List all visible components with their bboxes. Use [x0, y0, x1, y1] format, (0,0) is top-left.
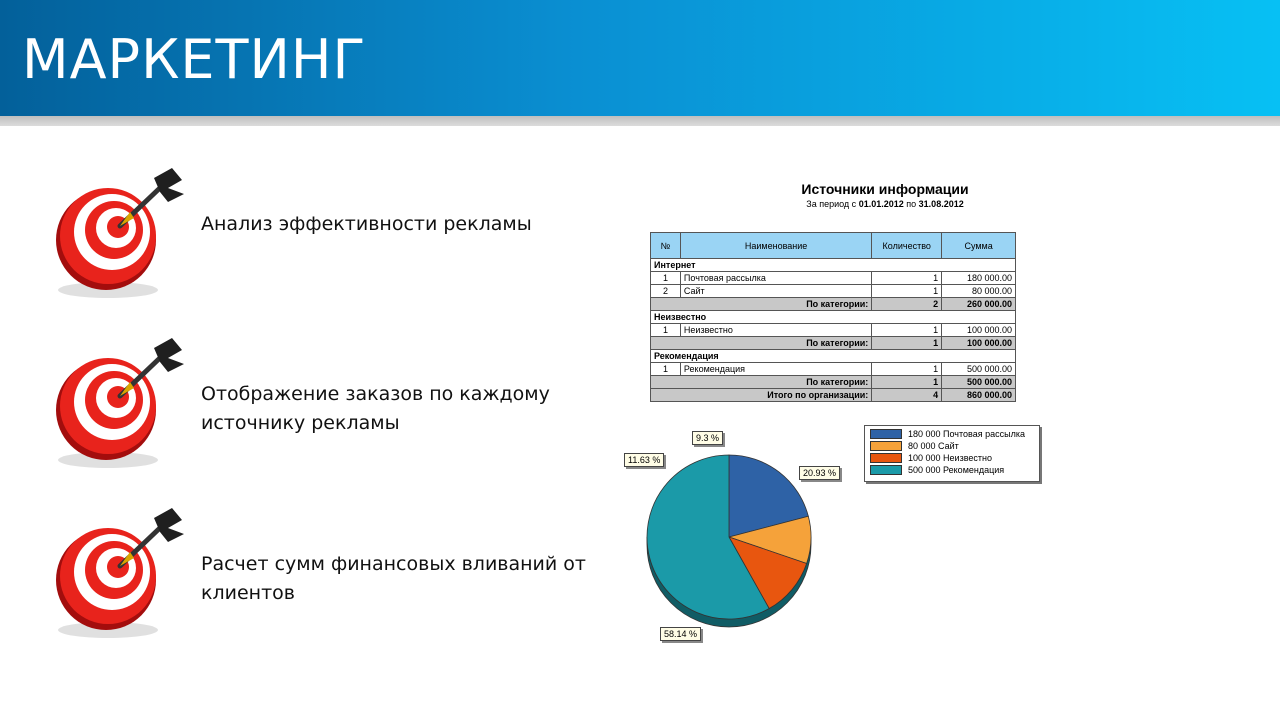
row-qty: 1: [872, 272, 942, 285]
table-row: [651, 272, 1016, 285]
col-header-number: №: [651, 233, 681, 259]
period-to: 31.08.2012: [918, 199, 964, 209]
header-banner: [0, 0, 1280, 116]
header-divider: [0, 116, 1280, 126]
total-row: [651, 389, 1016, 402]
legend-label: 80 000 Сайт: [908, 440, 959, 451]
subtotal-qty: 2: [872, 298, 942, 311]
target-dart-icon: [50, 506, 190, 646]
period-mid: по: [906, 199, 917, 209]
table-row: [651, 324, 1016, 337]
category-row: [651, 259, 1016, 272]
period-prefix: За период с: [806, 199, 857, 209]
subtotal-label: По категории:: [651, 337, 872, 350]
row-number: 2: [651, 285, 681, 298]
col-header-sum: Сумма: [942, 233, 1016, 259]
feature-item: [50, 336, 610, 476]
feature-item: [50, 506, 610, 646]
legend-item: [870, 440, 959, 451]
subtotal-sum: 100 000.00: [942, 337, 1016, 350]
subtotal-sum: 260 000.00: [942, 298, 1016, 311]
feature-item: [50, 166, 610, 306]
subtotal-row: [651, 376, 1016, 389]
category-name: Рекомендация: [651, 350, 1016, 363]
pie-label-site: 9.3 %: [692, 431, 723, 445]
row-name: Почтовая рассылка: [680, 272, 871, 285]
pie-label-unknown: 11.63 %: [624, 453, 664, 467]
row-qty: 1: [872, 285, 942, 298]
report-title: Источники информации: [801, 181, 969, 197]
row-name: Рекомендация: [680, 363, 871, 376]
subtotal-row: [651, 298, 1016, 311]
col-header-name: Наименование: [680, 233, 871, 259]
period-from: 01.01.2012: [858, 199, 904, 209]
row-qty: 1: [872, 324, 942, 337]
feature-text: Анализ эффективности рекламы: [201, 213, 532, 235]
row-sum: 80 000.00: [942, 285, 1016, 298]
report-period: [650, 199, 1120, 209]
row-number: 1: [651, 272, 681, 285]
table-row: [651, 285, 1016, 298]
legend-label: 100 000 Неизвестно: [908, 452, 992, 463]
legend-swatch: [870, 429, 902, 439]
row-number: 1: [651, 324, 681, 337]
subtotal-qty: 1: [872, 337, 942, 350]
legend-item: [870, 452, 992, 463]
legend-item: [870, 428, 1025, 439]
category-name: Интернет: [651, 259, 1016, 272]
row-sum: 500 000.00: [942, 363, 1016, 376]
row-qty: 1: [872, 363, 942, 376]
subtotal-label: По категории:: [651, 376, 872, 389]
col-header-qty: Количество: [872, 233, 942, 259]
row-sum: 180 000.00: [942, 272, 1016, 285]
total-qty: 4: [872, 389, 942, 402]
feature-text: Отображение заказов по каждому источнику рекламы: [201, 383, 550, 434]
feature-text: Расчет сумм финансовых вливаний от клиентов: [201, 553, 586, 604]
row-name: Сайт: [680, 285, 871, 298]
legend-label: 500 000 Рекомендация: [908, 464, 1005, 475]
report-table: [650, 232, 1016, 402]
page-title: МАРКЕТИНГ: [22, 28, 367, 91]
target-dart-icon: [50, 166, 190, 306]
category-name: Неизвестно: [651, 311, 1016, 324]
legend-swatch: [870, 441, 902, 451]
table-header-row: [651, 233, 1016, 259]
legend-item: [870, 464, 1004, 475]
legend-label: 180 000 Почтовая рассылка: [908, 428, 1025, 439]
subtotal-qty: 1: [872, 376, 942, 389]
table-row: [651, 363, 1016, 376]
target-dart-icon: [50, 336, 190, 476]
subtotal-label: По категории:: [651, 298, 872, 311]
row-name: Неизвестно: [680, 324, 871, 337]
category-row: [651, 311, 1016, 324]
row-sum: 100 000.00: [942, 324, 1016, 337]
subtotal-sum: 500 000.00: [942, 376, 1016, 389]
legend-swatch: [870, 465, 902, 475]
pie-label-recommend: 58.14 %: [660, 627, 701, 641]
chart-legend: [864, 425, 1040, 482]
category-row: [651, 350, 1016, 363]
total-sum: 860 000.00: [942, 389, 1016, 402]
row-number: 1: [651, 363, 681, 376]
total-label: Итого по организации:: [651, 389, 872, 402]
legend-swatch: [870, 453, 902, 463]
pie-label-mail: 20.93 %: [799, 466, 840, 480]
subtotal-row: [651, 337, 1016, 350]
